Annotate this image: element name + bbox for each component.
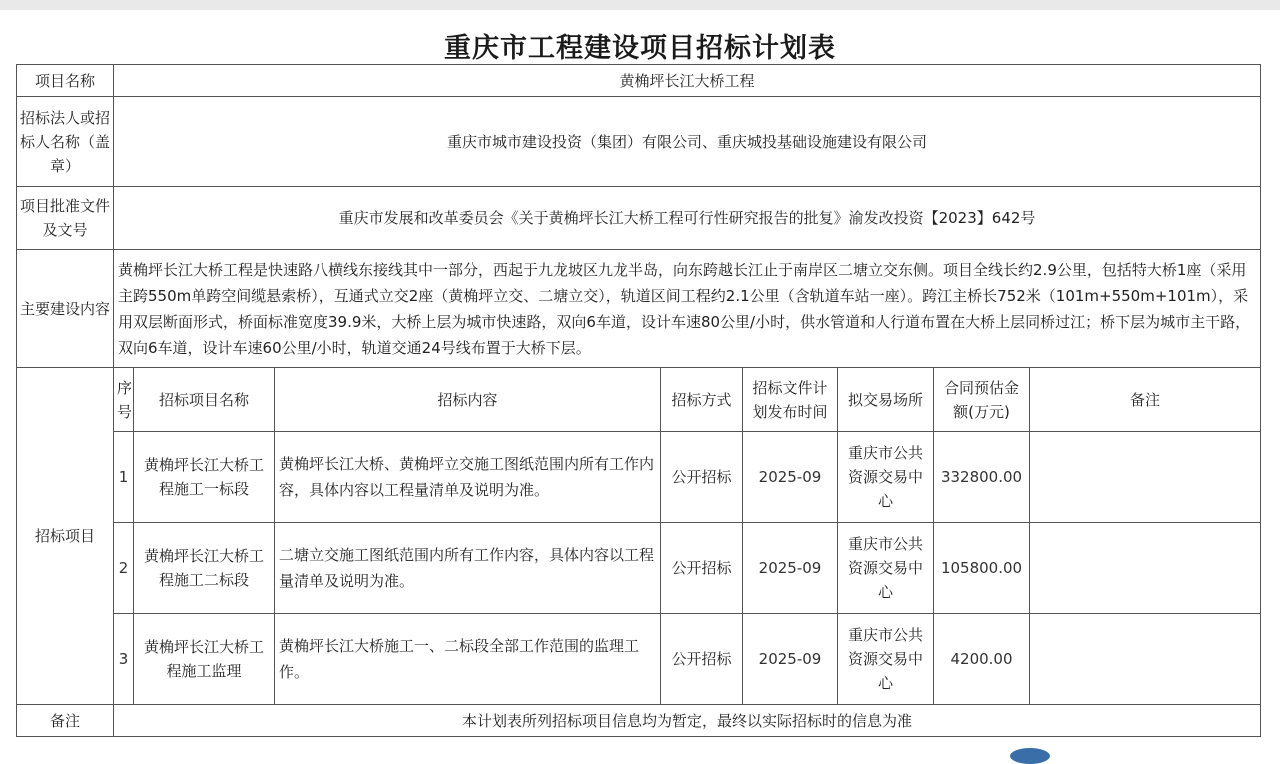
row-scope: 黄桷坪长江大桥施工一、二标段全部工作范围的监理工作。: [275, 614, 661, 705]
row-amount: 105800.00: [934, 523, 1030, 614]
approval-label: 项目批准文件及文号: [17, 187, 114, 250]
row-seq: 3: [114, 614, 134, 705]
row-date: 2025-09: [743, 523, 838, 614]
approval-row: [17, 187, 1261, 250]
row-remark: [1030, 432, 1261, 523]
construction-content-label: 主要建设内容: [17, 250, 114, 368]
tender-plan-table: [16, 64, 1261, 737]
row-seq: 2: [114, 523, 134, 614]
header-name: 招标项目名称: [134, 368, 275, 432]
row-name: 黄桷坪长江大桥工程施工二标段: [134, 523, 275, 614]
row-date: 2025-09: [743, 432, 838, 523]
header-amount: 合同预估金额(万元): [934, 368, 1030, 432]
construction-content-value: 黄桷坪长江大桥工程是快速路八横线东接线其中一部分，西起于九龙坡区九龙半岛，向东跨越长江止于南岸区二塘立交东侧。项目全线长约2.9公里，包括特大桥1座（采用主跨550m单跨空间缆悬索桥），互通式立交2座（黄桷坪立交、二塘立交），轨道区间工程约2.1公里（含轨道车站一座）。跨江主桥长752米（101m+550m+101m），采用双层断面形式，桥面标准宽度39.9米，大桥上层为城市快速路，双向6车道，设计车速80公里/小时，供水管道和人行道布置在大桥上层同桥过江；桥下层为城市主干路，双向6车道，设计车速60公里/小时，轨道交通24号线布置于大桥下层。: [114, 250, 1261, 368]
row-scope: 黄桷坪长江大桥、黄桷坪立交施工图纸范围内所有工作内容，具体内容以工程量清单及说明为准。: [275, 432, 661, 523]
avatar-icon: [1010, 748, 1050, 764]
project-name-label: 项目名称: [17, 65, 114, 97]
bid-projects-label: 招标项目: [17, 368, 114, 705]
header-date: 招标文件计划发布时间: [743, 368, 838, 432]
page-title: 重庆市工程建设项目招标计划表: [444, 33, 836, 64]
row-date: 2025-09: [743, 614, 838, 705]
note-value: 本计划表所列招标项目信息均为暂定，最终以实际招标时的信息为准: [114, 705, 1261, 737]
tenderer-label: 招标法人或招标人名称（盖章）: [17, 97, 114, 187]
row-scope: 二塘立交施工图纸范围内所有工作内容，具体内容以工程量清单及说明为准。: [275, 523, 661, 614]
row-venue: 重庆市公共资源交易中心: [838, 432, 934, 523]
tenderer-row: [17, 97, 1261, 187]
row-amount: 332800.00: [934, 432, 1030, 523]
project-name-row: [17, 65, 1261, 97]
row-method: 公开招标: [661, 614, 743, 705]
note-row: [17, 705, 1261, 737]
header-method: 招标方式: [661, 368, 743, 432]
row-name: 黄桷坪长江大桥工程施工一标段: [134, 432, 275, 523]
construction-content-row: [17, 250, 1261, 368]
header-venue: 拟交易场所: [838, 368, 934, 432]
row-amount: 4200.00: [934, 614, 1030, 705]
row-venue: 重庆市公共资源交易中心: [838, 614, 934, 705]
row-method: 公开招标: [661, 523, 743, 614]
row-seq: 1: [114, 432, 134, 523]
approval-value: 重庆市发展和改革委员会《关于黄桷坪长江大桥工程可行性研究报告的批复》渝发改投资【2023】642号: [114, 187, 1261, 250]
top-bar: [0, 0, 1280, 10]
table-row: [17, 523, 1261, 614]
project-name-value: 黄桷坪长江大桥工程: [114, 65, 1261, 97]
row-method: 公开招标: [661, 432, 743, 523]
header-remark: 备注: [1030, 368, 1261, 432]
table-row: [17, 432, 1261, 523]
row-remark: [1030, 614, 1261, 705]
row-name: 黄桷坪长江大桥工程施工监理: [134, 614, 275, 705]
header-seq: 序号: [114, 368, 134, 432]
row-remark: [1030, 523, 1261, 614]
row-venue: 重庆市公共资源交易中心: [838, 523, 934, 614]
header-scope: 招标内容: [275, 368, 661, 432]
bid-header-row: [17, 368, 1261, 432]
table-row: [17, 614, 1261, 705]
tenderer-value: 重庆市城市建设投资（集团）有限公司、重庆城投基础设施建设有限公司: [114, 97, 1261, 187]
note-label: 备注: [17, 705, 114, 737]
